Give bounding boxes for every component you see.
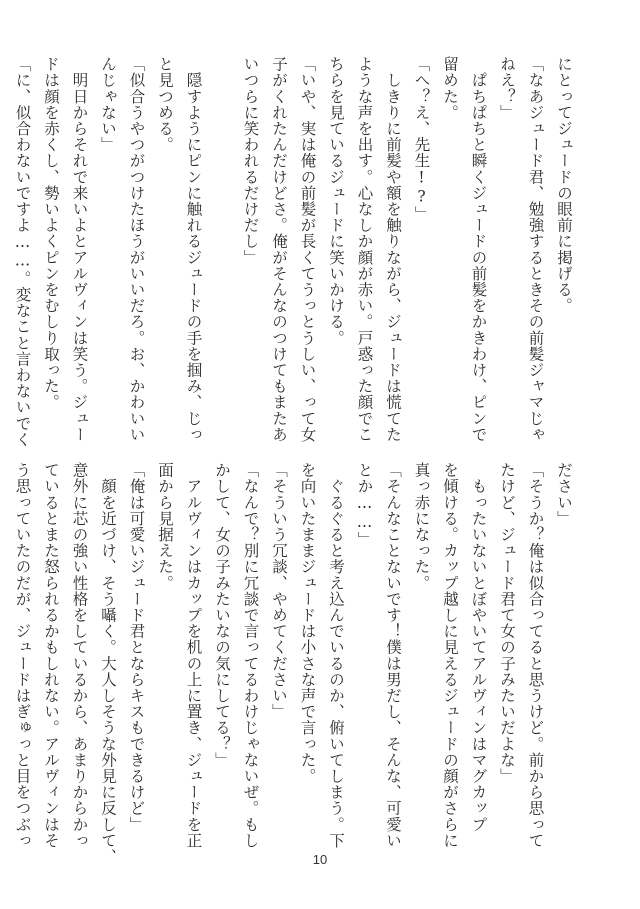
text-line: う思っていたのだが、ジュードはぎゅっと目をつぶっ bbox=[13, 462, 32, 849]
text-line: 「いや、実は俺の前髪が長くてうっとうしい、って女 bbox=[298, 56, 317, 443]
text-line: とか……」 bbox=[355, 462, 374, 548]
text-line: いつらに笑われるだけだし」 bbox=[241, 56, 260, 266]
text-line: 顔を近づけ、そう囁く。大人しそうな外見に反して、 bbox=[99, 462, 117, 865]
text-line: 「なあジュード君、勉強するときその前髪ジャマじゃ bbox=[526, 56, 545, 443]
text-line: ださい」 bbox=[555, 462, 573, 527]
text-block-top bbox=[13, 56, 578, 448]
text-line: 意外に芯の強い性格をしているから、あまりからかっ bbox=[70, 462, 89, 849]
text-line: ちらを見ているジュードに笑いかける。 bbox=[327, 56, 345, 346]
text-line: かして、女の子みたいなの気にしてる？」 bbox=[213, 462, 231, 768]
text-line: 面から見据えた。 bbox=[156, 462, 174, 591]
text-line: を傾ける。カップ越しに見えるジュードの顔がさらに bbox=[441, 462, 459, 849]
text-line: ねえ？」 bbox=[498, 56, 516, 121]
text-line: アルヴィンはカップを机の上に置き、ジュードを正 bbox=[184, 462, 203, 849]
text-line: 明日からそれで来いよとアルヴィンは笑う。ジュー bbox=[70, 56, 89, 443]
text-line: 「そうか？俺は似合ってると思うけど。前から思って bbox=[526, 462, 545, 849]
text-line bbox=[208, 56, 237, 438]
text-line: 子がくれたんだけどさ。俺がそんなのつけてもまたあ bbox=[270, 56, 288, 443]
text-line: 「似合うやつがつけたほうがいいだろ。お、かわいい bbox=[127, 56, 146, 443]
text-line: 隠すようにピンに触れるジュードの手を掴み、じっ bbox=[184, 56, 203, 443]
text-line: ぐるぐると考え込んでいるのか、俯いてしまう。下 bbox=[327, 462, 345, 849]
text-line: を向いたままジュードは小さな声で言った。 bbox=[298, 462, 317, 784]
text-line: ような声を出す。心なしか顔が赤い。戸惑った顔でこ bbox=[355, 56, 374, 443]
text-line: と見つめる。 bbox=[156, 56, 174, 153]
text-line: にとってジュードの眼前に掲げる。 bbox=[555, 56, 573, 314]
text-line: 留めた。 bbox=[441, 56, 459, 121]
page-number: 10 bbox=[312, 852, 328, 867]
text-line: ているとまた怒られるかもしれない。アルヴィンはそ bbox=[42, 462, 60, 849]
text-line: 「そんなことないです！僕は男だし、そんな、可愛い bbox=[384, 462, 402, 849]
text-line: ドは顔を赤くし、勢いよくピンをむしり取った。 bbox=[42, 56, 60, 411]
text-line: ぱちぱちと瞬くジュードの前髪をかきわけ、ピンで bbox=[469, 56, 488, 443]
text-line: 「なんで？別に冗談で言ってるわけじゃないぜ。もし bbox=[241, 462, 260, 849]
text-line: 「俺は可愛いジュード君とならキスもできるけど」 bbox=[127, 462, 146, 833]
text-line: 真っ赤になった。 bbox=[412, 462, 431, 591]
text-line: たけど、ジュード君て女の子みたいだよな」 bbox=[498, 462, 516, 784]
text-line: 「へ？え、先生!?」 bbox=[412, 56, 431, 222]
text-line: 「そういう冗談、やめてください」 bbox=[270, 462, 288, 720]
text-line: 「に、似合わないですよ……。変なこと言わないでく bbox=[13, 56, 32, 448]
text-line: もったいないとぼやいてアルヴィンはマグカップ bbox=[469, 462, 488, 833]
text-line: んじゃない」 bbox=[99, 56, 117, 153]
text-line: しきりに前髪や額を触りながら、ジュードは慌てた bbox=[384, 56, 402, 443]
